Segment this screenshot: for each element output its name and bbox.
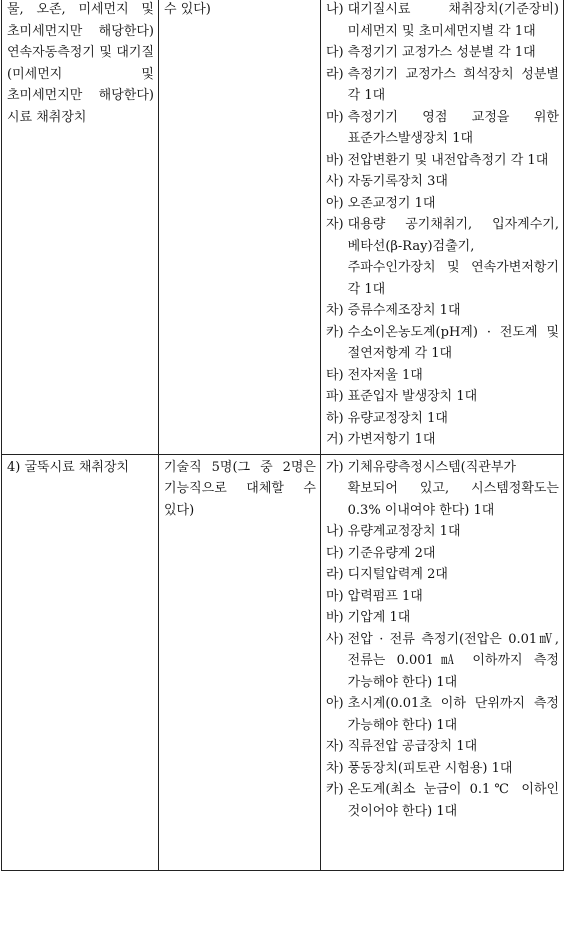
list-item	[326, 586, 559, 608]
item-marker: 아)	[326, 195, 344, 211]
item-marker: 카)	[326, 324, 344, 340]
item-text: 직류전압 공급장치 1대	[347, 739, 478, 754]
list-item	[326, 150, 559, 172]
list-item	[326, 693, 559, 736]
item-text: 수소이온농도계(pH계) · 전도계 및 절연저항계 각 1대	[347, 324, 559, 361]
list-item	[326, 564, 559, 586]
list-item	[326, 408, 559, 430]
item-text: 측정기기 교정가스 희석장치 성분별 각 1대	[347, 66, 559, 103]
personnel-cell	[159, 0, 321, 454]
item-text: 온도계(최소 눈금이 0.1℃ 이하인 것이어야 한다) 1대	[347, 782, 559, 819]
category-cell	[2, 454, 159, 870]
list-item	[326, 107, 559, 150]
list-item	[326, 322, 559, 365]
item-text: 기압계 1대	[347, 610, 411, 625]
list-item	[326, 736, 559, 758]
item-marker: 자)	[326, 739, 344, 754]
list-item	[326, 386, 559, 408]
item-marker: 카)	[326, 782, 344, 797]
item-marker: 바)	[326, 610, 344, 625]
item-marker: 거)	[326, 432, 344, 447]
item-marker: 자)	[326, 217, 344, 232]
list-item	[326, 429, 559, 451]
item-marker: 나)	[326, 2, 344, 17]
item-marker: 나)	[326, 524, 344, 539]
table-row	[2, 0, 564, 454]
item-marker: 마)	[326, 109, 344, 125]
item-text: 풍동장치(피토관 시험용) 1대	[347, 760, 513, 776]
list-item	[326, 64, 559, 107]
item-marker: 하)	[326, 410, 344, 426]
category-text: 4) 굴뚝시료 채취장치	[7, 459, 130, 475]
item-text: 대용량 공기채취기, 입자계수기, 베타선(β-Ray)검출기, 주파수인가장치 및 연속가변저항기 각 1대	[347, 217, 559, 297]
item-marker: 마)	[326, 588, 344, 604]
personnel-cell	[159, 454, 321, 870]
item-marker: 바)	[326, 152, 344, 168]
table-row	[2, 454, 564, 870]
category-cell	[2, 0, 159, 454]
list-item	[326, 521, 559, 543]
item-text: 초시계(0.01초 이하 단위까지 측정 가능해야 한다) 1대	[347, 696, 559, 733]
item-text: 디지털압력계 2대	[347, 567, 448, 582]
item-marker: 라)	[326, 567, 344, 582]
list-item	[326, 300, 559, 322]
item-text: 표준입자 발생장치 1대	[347, 389, 478, 404]
item-text: 대기질시료 채취장치(기준장비) 미세먼지 및 초미세먼지별 각 1대	[347, 2, 559, 39]
list-item	[326, 171, 559, 193]
item-marker: 다)	[326, 545, 344, 561]
list-item	[326, 457, 559, 522]
list-item	[326, 607, 559, 629]
list-item	[326, 758, 559, 780]
item-text: 측정기기 영점 교정을 위한 표준가스발생장치 1대	[347, 109, 559, 146]
item-text: 측정기기 교정가스 성분별 각 1대	[347, 45, 536, 60]
item-marker: 다)	[326, 45, 344, 60]
item-marker: 라)	[326, 66, 344, 82]
list-item	[326, 0, 559, 42]
list-item	[326, 42, 559, 64]
item-text: 유량계교정장치 1대	[347, 524, 461, 539]
personnel-text: 수 있다)	[164, 2, 211, 17]
equipment-list	[326, 457, 559, 823]
item-marker: 가)	[326, 459, 344, 475]
equipment-list	[326, 0, 559, 451]
item-marker: 아)	[326, 696, 344, 711]
item-text: 증류수제조장치 1대	[347, 303, 461, 318]
equipment-cell	[321, 0, 564, 454]
item-marker: 차)	[326, 303, 344, 318]
item-text: 기준유량계 2대	[347, 545, 436, 561]
category-text: 물, 오존, 미세먼지 및 초미세먼지만 해당한다) 연속자동측정기 및 대기질(미세먼지 및 초미세먼지만 해당한다)시료 채취장치	[7, 2, 154, 125]
item-marker: 파)	[326, 389, 344, 404]
item-marker: 차)	[326, 760, 344, 776]
item-text: 자동기록장치 3대	[347, 174, 448, 189]
personnel-text: 기술직 5명(그 중 2명은 기능직으로 대체할 수 있다)	[164, 459, 316, 518]
item-marker: 타)	[326, 367, 344, 383]
list-item	[326, 365, 559, 387]
equipment-cell	[321, 454, 564, 870]
item-text: 가변저항기 1대	[347, 432, 436, 447]
list-item	[326, 193, 559, 215]
list-item	[326, 214, 559, 300]
list-item	[326, 629, 559, 694]
item-text: 오존교정기 1대	[347, 195, 436, 211]
item-text: 기체유량측정시스템(직관부가 확보되어 있고, 시스템정확도는 0.3% 이내여야 한다) 1대	[347, 459, 559, 518]
item-text: 전압변환기 및 내전압측정기 각 1대	[347, 152, 549, 168]
item-text: 유량교정장치 1대	[347, 410, 448, 426]
item-marker: 사)	[326, 174, 344, 189]
item-text: 전자저울 1대	[347, 367, 423, 383]
list-item	[326, 779, 559, 822]
item-text: 압력펌프 1대	[347, 588, 423, 604]
equipment-table	[1, 0, 564, 871]
list-item	[326, 543, 559, 565]
item-marker: 사)	[326, 631, 344, 647]
item-text: 전압 · 전류 측정기(전압은 0.01㎷, 전류는 0.001㎃ 이하까지 측정 가능해야 한다) 1대	[347, 631, 559, 690]
